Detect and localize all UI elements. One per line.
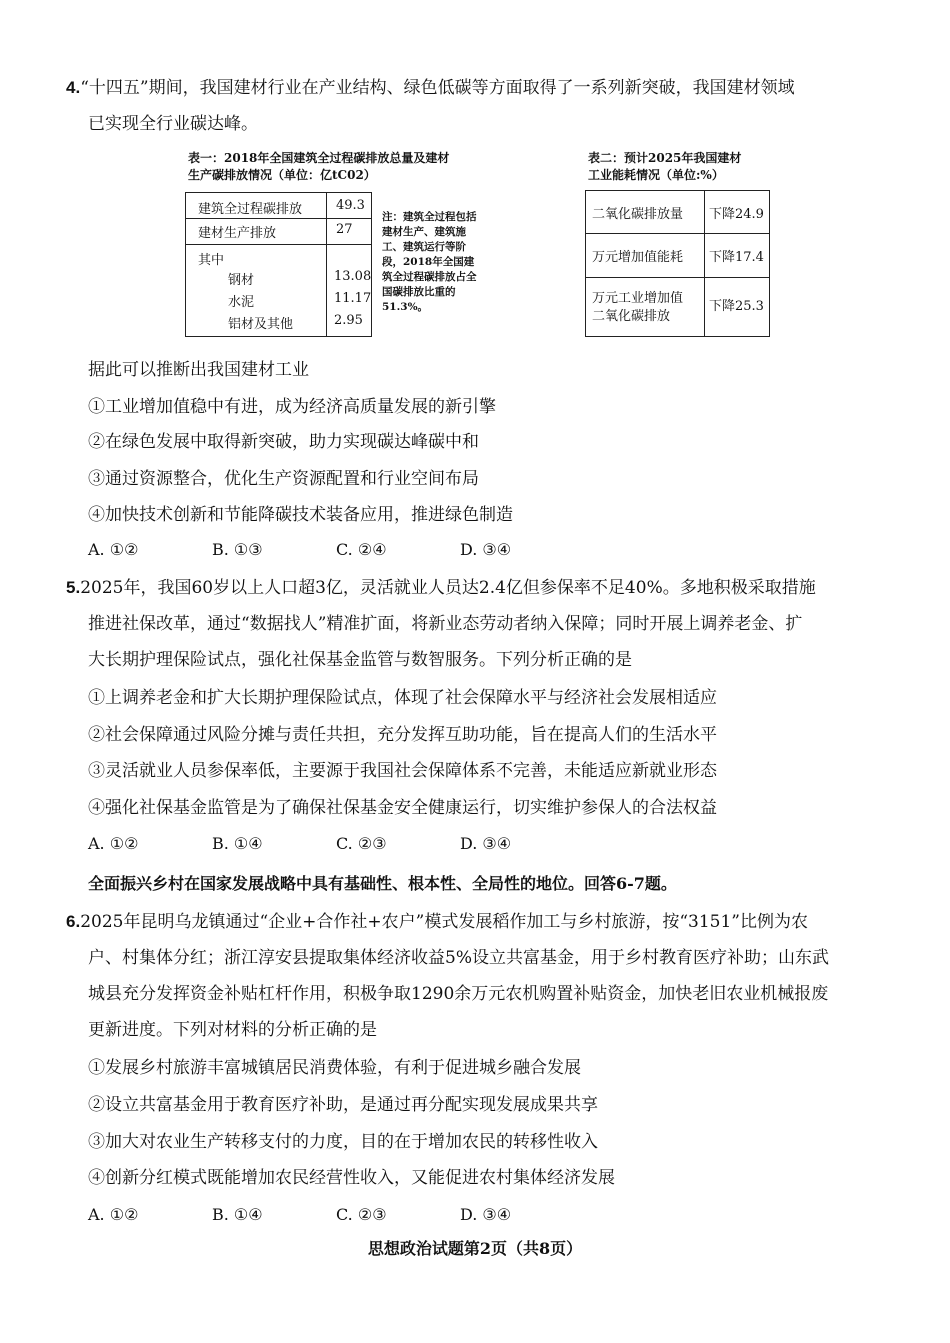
q6-stem-line2: 户、村集体分红；浙江淳安县提取集体经济收益5%设立共富基金，用于乡村教育医疗补助；山东武 xyxy=(88,948,829,968)
choice-a[interactable]: A. ①② xyxy=(88,1205,139,1224)
q6-option-2: ②设立共富基金用于教育医疗补助，是通过再分配实现发展成果共享 xyxy=(88,1095,598,1115)
q6-stem-line4: 更新进度。下列对材料的分析正确的是 xyxy=(88,1020,377,1040)
table2-caption xyxy=(588,150,768,184)
q5-choices xyxy=(88,834,584,853)
choice-a[interactable]: A. ①② xyxy=(88,834,139,853)
q6-number: 6. xyxy=(66,912,81,931)
q5-option-2: ②社会保障通过风险分摊与责任共担，充分发挥互助功能，旨在提高人们的生活水平 xyxy=(88,725,717,745)
choice-c[interactable]: C. ②④ xyxy=(336,540,387,559)
q5-stem xyxy=(66,570,886,678)
q6-stem-line3: 城县充分发挥资金补贴杠杆作用，积极争取1290余万元农机购置补贴资金，加快老旧农业机械报废 xyxy=(88,984,829,1004)
table1-sub-header: 其中 xyxy=(198,253,225,268)
table1-sub-value: 11.17 xyxy=(334,291,372,306)
table2-label: 二氧化碳排放 xyxy=(592,309,671,324)
table1-sub-value: 13.08 xyxy=(334,269,372,284)
choice-b[interactable]: B. ①④ xyxy=(212,834,263,853)
q5-option-4: ④强化社保基金监管是为了确保社保基金安全健康运行，切实维护参保人的合法权益 xyxy=(88,798,717,818)
table2 xyxy=(585,190,770,337)
table1-sub-value: 2.95 xyxy=(334,313,363,328)
table-row: 建筑全过程碳排放 49.3 xyxy=(186,193,371,219)
q4-lead: 据此可以推断出我国建材工业 xyxy=(88,360,309,380)
q5-option-1: ①上调养老金和扩大长期护理保险试点，体现了社会保障水平与经济社会发展相适应 xyxy=(88,688,717,708)
q5-stem-line3: 大长期护理保险试点，强化社保基金监管与数智服务。下列分析正确的是 xyxy=(88,650,632,670)
table2-caption-line2: 工业能耗情况（单位:%） xyxy=(588,168,724,182)
table1 xyxy=(185,192,372,337)
choice-d[interactable]: D. ③④ xyxy=(460,1205,512,1224)
q6-stem-line1: 2025年昆明乌龙镇通过“企业+合作社+农户”模式发展稻作加工与乡村旅游，按“3151”比例为农 xyxy=(80,912,808,932)
q6-option-1: ①发展乡村旅游丰富城镇居民消费体验，有利于促进城乡融合发展 xyxy=(88,1058,581,1078)
table2-caption-line1: 表二：预计2025年我国建材 xyxy=(588,151,742,165)
table-row: 建材生产排放 27 xyxy=(186,218,371,245)
q4-option-4: ④加快技术创新和节能降碳技术装备应用，推进绿色制造 xyxy=(88,505,513,525)
table1-caption xyxy=(188,150,488,184)
q6-option-4: ④创新分红模式既能增加农民经营性收入，又能促进农村集体经济发展 xyxy=(88,1168,615,1188)
q4-stem-line2: 已实现全行业碳达峰。 xyxy=(88,114,258,134)
q6-stem xyxy=(66,904,886,1048)
choice-d[interactable]: D. ③④ xyxy=(460,834,512,853)
choice-b[interactable]: B. ①③ xyxy=(212,540,263,559)
table2-label: 万元工业增加值 xyxy=(592,291,684,306)
choice-c[interactable]: C. ②③ xyxy=(336,1205,387,1224)
q6-choices xyxy=(88,1205,584,1224)
q6-option-3: ③加大对农业生产转移支付的力度，目的在于增加农民的转移性收入 xyxy=(88,1132,598,1152)
q4-stem-line1: “十四五”期间，我国建材行业在产业结构、绿色低碳等方面取得了一系列新突破，我国建材领域 xyxy=(80,78,795,98)
q4-choices xyxy=(88,540,584,559)
table2-value: 下降25.3 xyxy=(709,299,764,314)
table1-note: 注：建筑全过程包括建材生产、建筑施工、建筑运行等阶段，2018年全国建筑全过程碳排放占全国碳排放比重的51.3%。 xyxy=(382,211,477,313)
q5-number: 5. xyxy=(66,578,81,597)
intro-6-7: 全面振兴乡村在国家发展战略中具有基础性、根本性、全局性的地位。回答6-7题。 xyxy=(88,874,677,893)
q4-stem xyxy=(66,70,886,142)
page-footer: 思想政治试题第2页（共8页） xyxy=(367,1239,583,1258)
table1-sub-label: 铝材及其他 xyxy=(228,317,294,332)
choice-c[interactable]: C. ②③ xyxy=(336,834,387,853)
choice-b[interactable]: B. ①④ xyxy=(212,1205,263,1224)
table2-value: 下降24.9 xyxy=(709,207,764,222)
table1-caption-line2: 生产碳排放情况（单位：亿tC02） xyxy=(188,168,376,182)
q4-number: 4. xyxy=(66,78,81,97)
q5-stem-line1: 2025年，我国60岁以上人口超3亿，灵活就业人员达2.4亿但参保率不足40%。多地积极采取措施 xyxy=(80,578,816,598)
q5-stem-line2: 推进社保改革，通过“数据找人”精准扩面，将新业态劳动者纳入保障；同时开展上调养老金、扩 xyxy=(88,614,803,634)
choice-d[interactable]: D. ③④ xyxy=(460,540,512,559)
q4-option-1: ①工业增加值稳中有进，成为经济高质量发展的新引擎 xyxy=(88,397,496,417)
table1-caption-line1: 表一：2018年全国建筑全过程碳排放总量及建材 xyxy=(188,151,450,165)
table1-sub-label: 水泥 xyxy=(228,295,255,310)
q4-option-2: ②在绿色发展中取得新突破，助力实现碳达峰碳中和 xyxy=(88,432,479,452)
q4-option-3: ③通过资源整合，优化生产资源配置和行业空间布局 xyxy=(88,469,479,489)
table2-label: 万元增加值能耗 xyxy=(592,250,684,265)
table2-label: 二氧化碳排放量 xyxy=(592,207,684,222)
q5-option-3: ③灵活就业人员参保率低，主要源于我国社会保障体系不完善，未能适应新就业形态 xyxy=(88,761,717,781)
choice-a[interactable]: A. ①② xyxy=(88,540,139,559)
table1-sub-label: 钢材 xyxy=(228,273,255,288)
table2-value: 下降17.4 xyxy=(709,250,764,265)
